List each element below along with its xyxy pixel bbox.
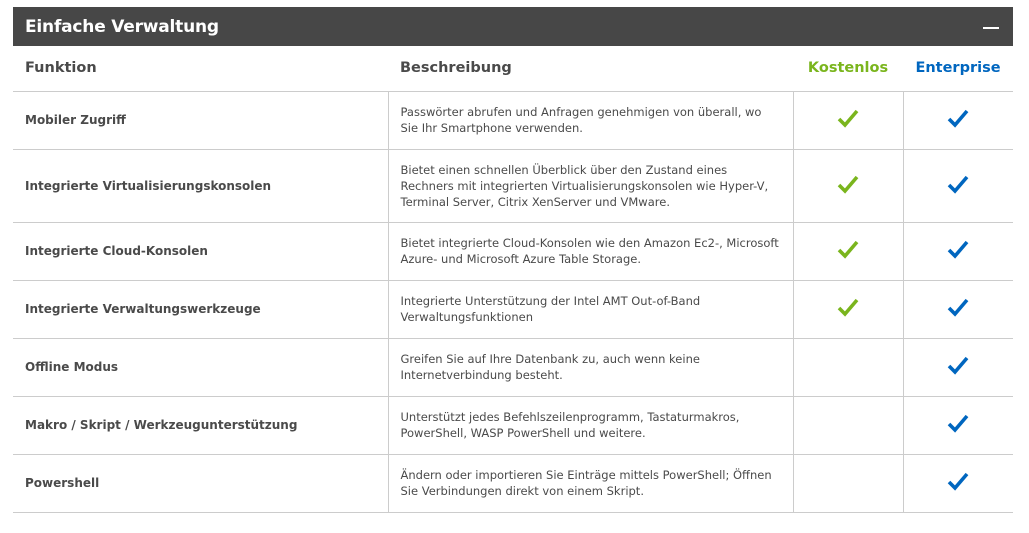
feature-name: Makro / Skript / Werkzeugunterstützung: [13, 396, 388, 454]
free-cell: [793, 91, 903, 149]
feature-description: Unterstützt jedes Befehlszeilenprogramm, Tastaturmakros, PowerShell, WASP PowerShell und weitere.: [388, 396, 793, 454]
free-cell: [793, 280, 903, 338]
checkmark-icon: [947, 297, 969, 317]
free-cell: [793, 454, 903, 512]
free-cell: [793, 222, 903, 280]
feature-name: Integrierte Verwaltungswerkzeuge: [13, 280, 388, 338]
table-row: [13, 91, 1013, 149]
feature-name: Integrierte Virtualisierungskonsolen: [13, 149, 388, 222]
feature-description: Bietet integrierte Cloud-Konsolen wie den Amazon Ec2-, Microsoft Azure- und Microsoft Azure Table Storage.: [388, 222, 793, 280]
enterprise-cell: [903, 149, 1013, 222]
feature-description: Greifen Sie auf Ihre Datenbank zu, auch wenn keine Internetverbindung besteht.: [388, 338, 793, 396]
table-row: [13, 222, 1013, 280]
column-header-free: Kostenlos: [793, 46, 903, 91]
feature-description: Passwörter abrufen und Anfragen genehmigen von überall, wo Sie Ihr Smartphone verwenden.: [388, 91, 793, 149]
free-cell: [793, 338, 903, 396]
column-header-enterprise: Enterprise: [903, 46, 1013, 91]
table-header-row: [13, 46, 1013, 91]
table-row: [13, 149, 1013, 222]
table-row: [13, 338, 1013, 396]
feature-name: Mobiler Zugriff: [13, 91, 388, 149]
feature-panel: [13, 7, 1013, 513]
enterprise-cell: [903, 396, 1013, 454]
feature-name: Integrierte Cloud-Konsolen: [13, 222, 388, 280]
column-header-feature: Funktion: [13, 46, 388, 91]
checkmark-icon: [837, 108, 859, 128]
checkmark-icon: [837, 297, 859, 317]
feature-description: Bietet einen schnellen Überblick über den Zustand eines Rechners mit integrierten Virtualisierungskonsolen wie Hyper-V, Terminal Server, Citrix XenServer und VMware.: [388, 149, 793, 222]
checkmark-icon: [947, 355, 969, 375]
table-row: [13, 280, 1013, 338]
checkmark-icon: [947, 471, 969, 491]
free-cell: [793, 149, 903, 222]
enterprise-cell: [903, 280, 1013, 338]
enterprise-cell: [903, 222, 1013, 280]
feature-name: Offline Modus: [13, 338, 388, 396]
enterprise-cell: [903, 91, 1013, 149]
feature-comparison-table: [13, 46, 1013, 513]
table-row: [13, 396, 1013, 454]
panel-header[interactable]: [13, 7, 1013, 46]
checkmark-icon: [947, 413, 969, 433]
column-header-description: Beschreibung: [388, 46, 793, 91]
panel-title: Einfache Verwaltung: [25, 16, 219, 37]
free-cell: [793, 396, 903, 454]
feature-description: Integrierte Unterstützung der Intel AMT Out-of-Band Verwaltungsfunktionen: [388, 280, 793, 338]
checkmark-icon: [837, 174, 859, 194]
checkmark-icon: [947, 174, 969, 194]
checkmark-icon: [837, 239, 859, 259]
enterprise-cell: [903, 454, 1013, 512]
feature-name: Powershell: [13, 454, 388, 512]
feature-description: Ändern oder importieren Sie Einträge mittels PowerShell; Öffnen Sie Verbindungen direkt von einem Skript.: [388, 454, 793, 512]
table-row: [13, 454, 1013, 512]
checkmark-icon: [947, 239, 969, 259]
enterprise-cell: [903, 338, 1013, 396]
checkmark-icon: [947, 108, 969, 128]
minus-icon[interactable]: [983, 19, 999, 35]
